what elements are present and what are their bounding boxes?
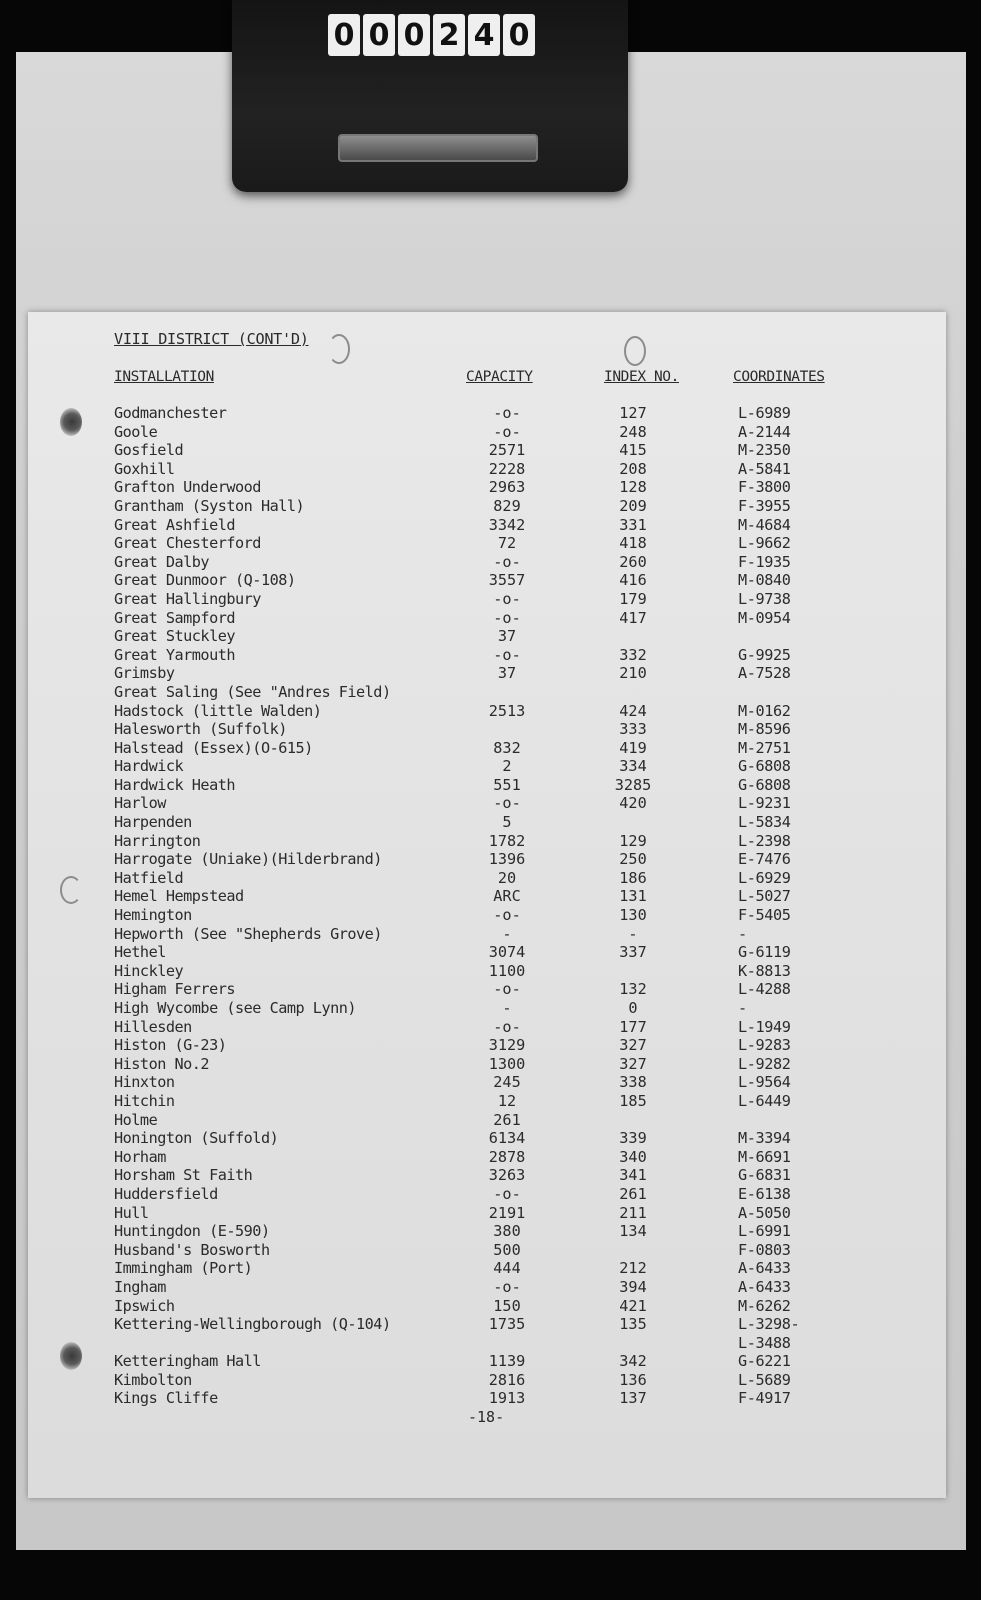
capacity-cell: 444 [493, 1259, 521, 1278]
coordinates-cell: G-6808 [738, 757, 791, 776]
installation-cell: Great Stuckley [114, 627, 236, 646]
capacity-cell: 1735 [488, 1315, 526, 1334]
installation-cell: Hardwick Heath [114, 775, 236, 794]
table-row [28, 516, 946, 535]
index-cell: 177 [619, 1017, 647, 1036]
installation-cell: Great Dalby [114, 552, 210, 571]
table-row [28, 776, 946, 795]
index-cell: 415 [619, 441, 647, 460]
column-header-coordinates: COORDINATES [733, 369, 825, 385]
counter-digit: 0 [328, 14, 360, 56]
coordinates-cell: F-3955 [738, 496, 791, 515]
column-header-capacity: CAPACITY [466, 369, 533, 385]
installation-cell: Hemington [114, 906, 192, 925]
capacity-cell: 2 [502, 757, 512, 776]
installation-cell: Grafton Underwood [114, 478, 261, 497]
installation-cell: Huntingdon (E-590) [114, 1222, 270, 1241]
table-row [28, 832, 946, 851]
index-cell: 134 [619, 1222, 647, 1241]
capacity-cell: 551 [493, 775, 521, 794]
coordinates-cell: E-7476 [738, 850, 791, 869]
capacity-cell: 500 [493, 1240, 521, 1259]
page-number: -18- [468, 1408, 505, 1426]
installation-cell: Kings Cliffe [114, 1389, 218, 1408]
index-cell: - [628, 924, 638, 943]
coordinates-cell: F-4917 [738, 1389, 791, 1408]
coordinates-cell: L-6929 [738, 868, 791, 887]
index-cell: 211 [619, 1203, 647, 1222]
table-row [28, 1092, 946, 1111]
punch-hole-icon [624, 336, 646, 366]
installation-cell: Immingham (Port) [114, 1259, 253, 1278]
table-row [28, 906, 946, 925]
coordinates-cell: G-6221 [738, 1352, 791, 1371]
coordinates-cell: G-6119 [738, 943, 791, 962]
coordinates-cell: L-1949 [738, 1017, 791, 1036]
installation-cell: Great Hallingbury [114, 589, 261, 608]
table-row [28, 739, 946, 758]
coordinates-cell: L-9738 [738, 589, 791, 608]
installation-cell: Hinxton [114, 1073, 175, 1092]
table-row [28, 869, 946, 888]
coordinates-cell: L-2398 [738, 831, 791, 850]
index-cell: 210 [619, 664, 647, 683]
coordinates-cell: - [738, 999, 747, 1017]
installation-cell: Kettering-Wellingborough (Q-104) [114, 1315, 391, 1334]
installation-cell: Goxhill [114, 459, 175, 478]
table-row [28, 1111, 946, 1130]
index-cell: 212 [619, 1259, 647, 1278]
table-row [28, 497, 946, 516]
capacity-cell: -o- [493, 589, 521, 608]
table-row [28, 1334, 946, 1353]
index-cell: 418 [619, 534, 647, 553]
coordinates-cell: A-5050 [738, 1203, 791, 1222]
table-row [28, 1222, 946, 1241]
punch-hole-icon [328, 334, 350, 364]
coordinates-cell: G-6808 [738, 775, 791, 794]
capacity-cell: 1300 [488, 1054, 526, 1073]
capacity-cell: 5 [502, 813, 512, 832]
counter-digit: 0 [398, 14, 430, 56]
installation-cell: Histon (G-23) [114, 1036, 227, 1055]
table-row [28, 850, 946, 869]
film-edge [16, 1550, 966, 1600]
coordinates-cell: L-6449 [738, 1091, 791, 1110]
capacity-cell: 3129 [488, 1036, 526, 1055]
clamp-slot [338, 134, 538, 162]
installation-cell: Hillesden [114, 1017, 192, 1036]
coordinates-cell: M-0840 [738, 571, 791, 590]
table-row [28, 925, 946, 944]
installation-cell: Horham [114, 1147, 166, 1166]
coordinates-cell: A-6433 [738, 1259, 791, 1278]
coordinates-cell: E-6138 [738, 1184, 791, 1203]
index-cell: 333 [619, 720, 647, 739]
installation-cell: Hadstock (little Walden) [114, 701, 322, 720]
capacity-cell: 2816 [488, 1370, 526, 1389]
coordinates-cell: M-6262 [738, 1296, 791, 1315]
index-cell: 185 [619, 1091, 647, 1110]
coordinates-cell: L-9564 [738, 1073, 791, 1092]
installation-cell: Harlow [114, 794, 166, 813]
installation-cell: Honington (Suffold) [114, 1129, 279, 1148]
installation-cell: Hinckley [114, 961, 184, 980]
coordinates-cell: M-0162 [738, 701, 791, 720]
coordinates-cell: L-6989 [738, 404, 791, 422]
table-row [28, 1018, 946, 1037]
index-cell: 208 [619, 459, 647, 478]
installation-cell: Ingham [114, 1277, 166, 1296]
installation-cell: Histon No.2 [114, 1054, 210, 1073]
index-cell: 337 [619, 943, 647, 962]
coordinates-cell: L-6991 [738, 1222, 791, 1241]
index-cell: 327 [619, 1054, 647, 1073]
coordinates-cell: F-3800 [738, 478, 791, 497]
table-row [28, 1129, 946, 1148]
index-cell: 331 [619, 515, 647, 534]
capacity-cell: -o- [493, 1184, 521, 1203]
capacity-cell: -o- [493, 1277, 521, 1296]
installation-cell: Hemel Hempstead [114, 887, 244, 906]
table-row [28, 794, 946, 813]
table-row [28, 1352, 946, 1371]
installation-cell: Hethel [114, 943, 166, 962]
index-cell: 341 [619, 1166, 647, 1185]
table-row [28, 1204, 946, 1223]
index-cell: 131 [619, 887, 647, 906]
coordinates-cell: L-9282 [738, 1054, 791, 1073]
capacity-cell: 2571 [488, 441, 526, 460]
index-cell: 327 [619, 1036, 647, 1055]
capacity-cell: 12 [497, 1091, 517, 1110]
table-row [28, 683, 946, 702]
table-row [28, 1297, 946, 1316]
coordinates-cell: M-2350 [738, 441, 791, 460]
capacity-cell: 380 [493, 1222, 521, 1241]
index-cell: 127 [619, 404, 647, 422]
table-row [28, 1259, 946, 1278]
capacity-cell: -o- [493, 552, 521, 571]
capacity-cell: -o- [493, 906, 521, 925]
table-row [28, 1278, 946, 1297]
coordinates-cell: A-7528 [738, 664, 791, 683]
capacity-cell: -o- [493, 404, 521, 422]
table-row [28, 1166, 946, 1185]
index-cell: 419 [619, 738, 647, 757]
table-row [28, 553, 946, 572]
installation-cell: Horsham St Faith [114, 1166, 253, 1185]
coordinates-cell: L-5027 [738, 887, 791, 906]
capacity-cell: 2878 [488, 1147, 526, 1166]
table-row [28, 460, 946, 479]
capacity-cell: 3074 [488, 943, 526, 962]
table-row [28, 590, 946, 609]
capacity-cell: 261 [493, 1110, 521, 1129]
index-cell: 342 [619, 1352, 647, 1371]
capacity-cell: 2513 [488, 701, 526, 720]
coordinates-cell: M-3394 [738, 1129, 791, 1148]
installation-cell: Great Dunmoor (Q-108) [114, 571, 296, 590]
capacity-cell: -o- [493, 645, 521, 664]
index-cell: 332 [619, 645, 647, 664]
installation-cell: Hardwick [114, 757, 184, 776]
installation-cell: Hull [114, 1203, 149, 1222]
capacity-cell: -o- [493, 608, 521, 627]
installation-cell: Hitchin [114, 1091, 175, 1110]
table-row [28, 999, 946, 1018]
capacity-cell: 245 [493, 1073, 521, 1092]
capacity-cell: 2963 [488, 478, 526, 497]
capacity-cell: -o- [493, 422, 521, 441]
installation-cell: High Wycombe (see Camp Lynn) [114, 999, 357, 1017]
coordinates-cell: A-2144 [738, 422, 791, 441]
index-cell: 129 [619, 831, 647, 850]
installation-cell: Harrogate (Uniake)(Hilderbrand) [114, 850, 382, 869]
column-header-installation: INSTALLATION [114, 369, 214, 385]
table-row [28, 1185, 946, 1204]
capacity-cell: 829 [493, 496, 521, 515]
table-row [28, 757, 946, 776]
index-cell: 417 [619, 608, 647, 627]
index-cell: 394 [619, 1277, 647, 1296]
coordinates-cell: L-9283 [738, 1036, 791, 1055]
counter-digit: 4 [468, 14, 500, 56]
capacity-cell: 72 [497, 534, 517, 553]
coordinates-cell: F-0803 [738, 1240, 791, 1259]
column-header-index-no: INDEX NO. [604, 369, 679, 385]
frame-counter [328, 14, 535, 58]
capacity-cell: 2191 [488, 1203, 526, 1222]
table-row [28, 423, 946, 442]
index-cell: 179 [619, 589, 647, 608]
installation-cell: Gosfield [114, 441, 184, 460]
capacity-cell: 37 [497, 664, 517, 683]
index-cell: 424 [619, 701, 647, 720]
table-row [28, 1036, 946, 1055]
coordinates-cell: M-8596 [738, 720, 791, 739]
capacity-cell: 6134 [488, 1129, 526, 1148]
table-row [28, 1148, 946, 1167]
index-cell: 0 [628, 999, 638, 1017]
coordinates-cell: F-5405 [738, 906, 791, 925]
coordinates-cell: A-6433 [738, 1277, 791, 1296]
installation-cell: Huddersfield [114, 1184, 218, 1203]
index-cell: 339 [619, 1129, 647, 1148]
counter-digit: 0 [503, 14, 535, 56]
installation-cell: Great Ashfield [114, 515, 236, 534]
index-cell: 420 [619, 794, 647, 813]
installation-cell: Harpenden [114, 813, 192, 832]
installation-cell: Grimsby [114, 664, 175, 683]
installation-cell: Ketteringham Hall [114, 1352, 261, 1371]
coordinates-cell: A-5841 [738, 459, 791, 478]
capacity-cell: 3263 [488, 1166, 526, 1185]
coordinates-cell: G-9925 [738, 645, 791, 664]
installation-table [28, 404, 946, 1408]
table-row [28, 1315, 946, 1334]
table-row [28, 720, 946, 739]
index-cell: 130 [619, 906, 647, 925]
table-row [28, 962, 946, 981]
counter-digit: 0 [363, 14, 395, 56]
capacity-cell: 1100 [488, 961, 526, 980]
table-row [28, 887, 946, 906]
installation-cell: Great Saling (See "Andres Field) [114, 682, 391, 701]
index-cell: 338 [619, 1073, 647, 1092]
table-row [28, 534, 946, 553]
capacity-cell: -o- [493, 794, 521, 813]
index-cell: 250 [619, 850, 647, 869]
index-cell: 209 [619, 496, 647, 515]
capacity-cell: 1396 [488, 850, 526, 869]
table-row [28, 478, 946, 497]
index-cell: 132 [619, 980, 647, 999]
index-cell: 261 [619, 1184, 647, 1203]
capacity-cell: -o- [493, 1017, 521, 1036]
index-cell: 416 [619, 571, 647, 590]
coordinates-cell: L-9231 [738, 794, 791, 813]
table-row [28, 1055, 946, 1074]
table-row [28, 980, 946, 999]
installation-cell: Holme [114, 1110, 158, 1129]
installation-cell: Husband's Bosworth [114, 1240, 270, 1259]
capacity-cell: ARC [493, 887, 521, 906]
table-row [28, 702, 946, 721]
table-row [28, 571, 946, 590]
installation-cell: Goole [114, 422, 158, 441]
index-cell: 340 [619, 1147, 647, 1166]
installation-cell: Kimbolton [114, 1370, 192, 1389]
installation-cell: Godmanchester [114, 404, 227, 422]
capacity-cell: 3557 [488, 571, 526, 590]
coordinates-cell: M-0954 [738, 608, 791, 627]
index-cell: 248 [619, 422, 647, 441]
table-row [28, 1389, 946, 1408]
coordinates-cell: - [738, 924, 747, 943]
index-cell: 136 [619, 1370, 647, 1389]
capacity-cell: 1139 [488, 1352, 526, 1371]
index-cell: 3285 [614, 775, 652, 794]
capacity-cell: 1782 [488, 831, 526, 850]
installation-cell: Hatfield [114, 868, 184, 887]
index-cell: 128 [619, 478, 647, 497]
table-row [28, 1073, 946, 1092]
installation-cell: Grantham (Syston Hall) [114, 496, 305, 515]
installation-cell: Higham Ferrers [114, 980, 236, 999]
index-cell: 260 [619, 552, 647, 571]
installation-cell: Great Sampford [114, 608, 236, 627]
table-row [28, 646, 946, 665]
table-row [28, 609, 946, 628]
document-title: VIII DISTRICT (CONT'D) [114, 330, 309, 348]
capacity-cell: 2228 [488, 459, 526, 478]
installation-cell: Halstead (Essex)(O-615) [114, 738, 313, 757]
coordinates-cell: L-4288 [738, 980, 791, 999]
table-row [28, 943, 946, 962]
index-cell: 186 [619, 868, 647, 887]
coordinates-cell: M-2751 [738, 738, 791, 757]
table-row [28, 1371, 946, 1390]
coordinates-cell: L-5689 [738, 1370, 791, 1389]
capacity-cell: - [502, 924, 512, 943]
capacity-cell: -o- [493, 980, 521, 999]
capacity-cell: 20 [497, 868, 517, 887]
capacity-cell: 150 [493, 1296, 521, 1315]
installation-cell: Harrington [114, 831, 201, 850]
coordinates-cell: L-5834 [738, 813, 791, 832]
table-row [28, 1241, 946, 1260]
counter-digit: 2 [433, 14, 465, 56]
index-cell: 421 [619, 1296, 647, 1315]
installation-cell: Hepworth (See "Shepherds Grove) [114, 924, 382, 943]
table-row [28, 813, 946, 832]
coordinates-cell: M-6691 [738, 1147, 791, 1166]
capacity-cell: - [502, 999, 512, 1017]
capacity-cell: 37 [497, 627, 517, 646]
coordinates-cell: F-1935 [738, 552, 791, 571]
coordinates-cell: L-3488 [738, 1333, 791, 1352]
coordinates-cell: M-4684 [738, 515, 791, 534]
installation-cell: Great Chesterford [114, 534, 261, 553]
installation-cell: Great Yarmouth [114, 645, 236, 664]
index-cell: 334 [619, 757, 647, 776]
index-cell: 135 [619, 1315, 647, 1334]
table-row [28, 441, 946, 460]
capacity-cell: 832 [493, 738, 521, 757]
capacity-cell: 1913 [488, 1389, 526, 1408]
coordinates-cell: K-8813 [738, 961, 791, 980]
capacity-cell: 3342 [488, 515, 526, 534]
table-row [28, 627, 946, 646]
coordinates-cell: G-6831 [738, 1166, 791, 1185]
index-cell: 137 [619, 1389, 647, 1408]
document-sheet [28, 312, 946, 1498]
table-row [28, 664, 946, 683]
table-row [28, 404, 946, 423]
coordinates-cell: L-3298- [738, 1315, 800, 1334]
coordinates-cell: L-9662 [738, 534, 791, 553]
installation-cell: Halesworth (Suffolk) [114, 720, 287, 739]
installation-cell: Ipswich [114, 1296, 175, 1315]
